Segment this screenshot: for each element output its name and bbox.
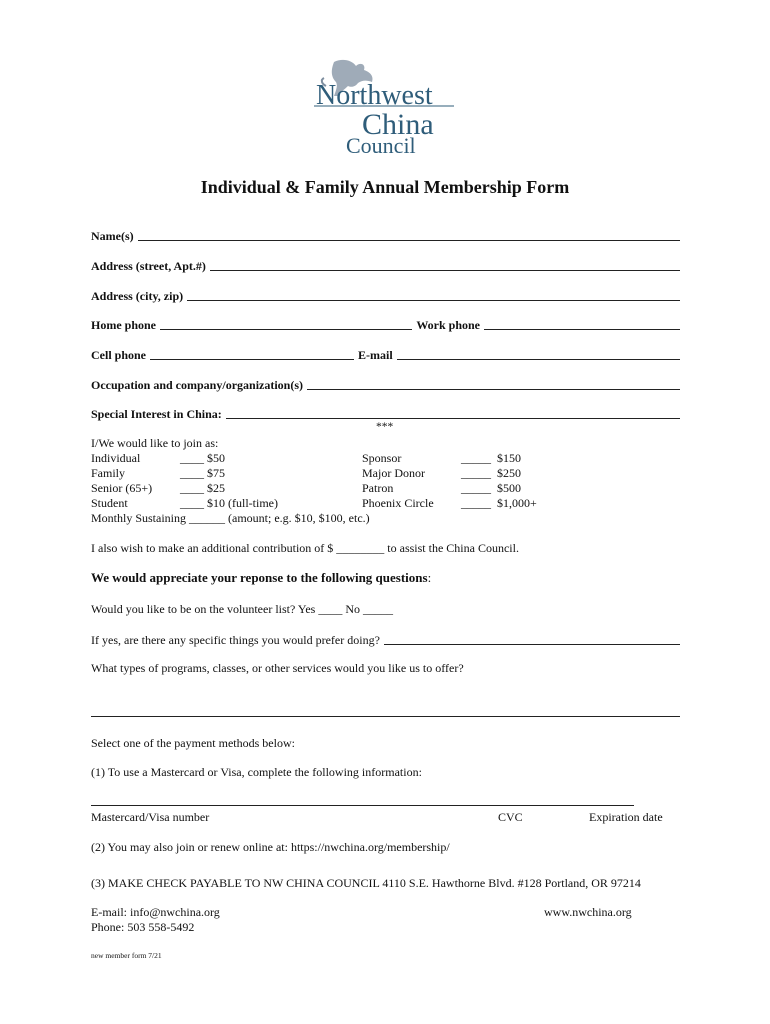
special-interest-row xyxy=(91,405,680,421)
membership-level-name: Student xyxy=(91,496,128,510)
home-phone-label: Home phone xyxy=(91,318,157,332)
cell-phone-label: Cell phone xyxy=(91,348,147,362)
membership-level-name: Family xyxy=(91,466,126,480)
work-phone-label: Work phone xyxy=(416,318,480,332)
names-row xyxy=(91,227,680,243)
membership-level-blank[interactable]: ____ xyxy=(180,451,204,465)
special-interest-label: Special Interest in China: xyxy=(91,407,222,421)
membership-level-blank[interactable]: ____ xyxy=(180,481,204,495)
logo-text-china: China xyxy=(362,108,434,141)
home-phone-field[interactable] xyxy=(160,329,412,330)
cell-phone-field[interactable] xyxy=(150,359,354,360)
monthly-sustaining: Monthly Sustaining ______ (amount; e.g. $10, $100, etc.) xyxy=(91,511,370,525)
contact-email: E-mail: info@nwchina.org xyxy=(91,905,220,919)
address-street-field[interactable] xyxy=(210,270,680,271)
questions-heading xyxy=(91,570,431,586)
membership-level-blank[interactable]: _____ xyxy=(461,481,491,495)
membership-level-amount: $75 xyxy=(207,466,225,480)
address-street-label: Address (street, Apt.#) xyxy=(91,259,206,273)
membership-level-blank[interactable]: _____ xyxy=(461,496,491,510)
footer-note: new member form 7/21 xyxy=(91,951,162,960)
membership-level-blank[interactable]: ____ xyxy=(180,466,204,480)
logo-text-council: Council xyxy=(346,133,416,156)
expiration-label: Expiration date xyxy=(589,810,663,824)
cell-email-row xyxy=(91,346,680,362)
question-programs: What types of programs, classes, or other services would you like us to offer? xyxy=(91,661,464,675)
payment-option-3: (3) MAKE CHECK PAYABLE TO NW CHINA COUNCIL 4110 S.E. Hawthorne Blvd. #128 Portland, OR 97214 xyxy=(91,876,641,890)
payment-option-2: (2) You may also join or renew online at: https://nwchina.org/membership/ xyxy=(91,840,450,854)
question-specific-label: If yes, are there any specific things you would prefer doing? xyxy=(91,633,380,647)
occupation-row xyxy=(91,376,680,392)
phone-row xyxy=(91,316,680,332)
membership-level-name: Senior (65+) xyxy=(91,481,153,495)
contact-website: www.nwchina.org xyxy=(544,905,632,919)
membership-level-name: Phoenix Circle xyxy=(362,496,434,510)
contact-phone: Phone: 503 558-5492 xyxy=(91,920,195,934)
membership-level-amount: $500 xyxy=(497,481,521,495)
address-city-row xyxy=(91,287,680,303)
special-interest-field[interactable] xyxy=(226,418,680,419)
membership-level-name: Major Donor xyxy=(362,466,425,480)
membership-level-amount: $25 xyxy=(207,481,225,495)
payment-option-1: (1) To use a Mastercard or Visa, complete the following information: xyxy=(91,765,422,779)
membership-level-name: Sponsor xyxy=(362,451,402,465)
address-city-field[interactable] xyxy=(187,300,680,301)
membership-level-blank[interactable]: _____ xyxy=(461,466,491,480)
questions-heading-text: We would appreciate your reponse to the following questions xyxy=(91,570,428,585)
questions-heading-colon: : xyxy=(427,570,432,585)
page-title: Individual & Family Annual Membership Form xyxy=(200,177,570,197)
cvc-label: CVC xyxy=(498,810,523,824)
question-specific-row xyxy=(91,631,680,647)
membership-level-amount: $10 (full-time) xyxy=(207,496,278,510)
work-phone-field[interactable] xyxy=(484,329,680,330)
separator: *** xyxy=(376,421,394,433)
additional-contribution: I also wish to make an additional contribution of $ ________ to assist the China Council. xyxy=(91,541,519,555)
email-field[interactable] xyxy=(397,359,680,360)
membership-level-amount: $50 xyxy=(207,451,225,465)
membership-level-amount: $250 xyxy=(497,466,521,480)
membership-level-blank[interactable]: ____ xyxy=(180,496,204,510)
membership-level-blank[interactable]: _____ xyxy=(461,451,491,465)
programs-answer-line[interactable] xyxy=(91,716,680,717)
membership-level-amount: $150 xyxy=(497,451,521,465)
horse-logo-icon xyxy=(312,56,458,156)
card-number-line[interactable] xyxy=(91,805,634,806)
occupation-field[interactable] xyxy=(307,389,680,390)
join-intro: I/We would like to join as: xyxy=(91,436,219,450)
names-field[interactable] xyxy=(138,240,680,241)
address-city-label: Address (city, zip) xyxy=(91,289,184,303)
question-volunteer: Would you like to be on the volunteer list? Yes ____ No _____ xyxy=(91,602,394,616)
northwest-china-council-logo xyxy=(312,56,458,156)
logo-text-northwest: Northwest xyxy=(316,80,433,111)
membership-level-name: Patron xyxy=(362,481,394,495)
occupation-label: Occupation and company/organization(s) xyxy=(91,378,304,392)
membership-level-amount: $1,000+ xyxy=(497,496,537,510)
membership-level-name: Individual xyxy=(91,451,141,465)
names-label: Name(s) xyxy=(91,229,134,243)
payment-intro: Select one of the payment methods below: xyxy=(91,736,295,750)
card-number-label: Mastercard/Visa number xyxy=(91,810,210,824)
address-street-row xyxy=(91,257,680,273)
question-specific-field[interactable] xyxy=(384,644,680,645)
email-label: E-mail xyxy=(358,348,393,362)
